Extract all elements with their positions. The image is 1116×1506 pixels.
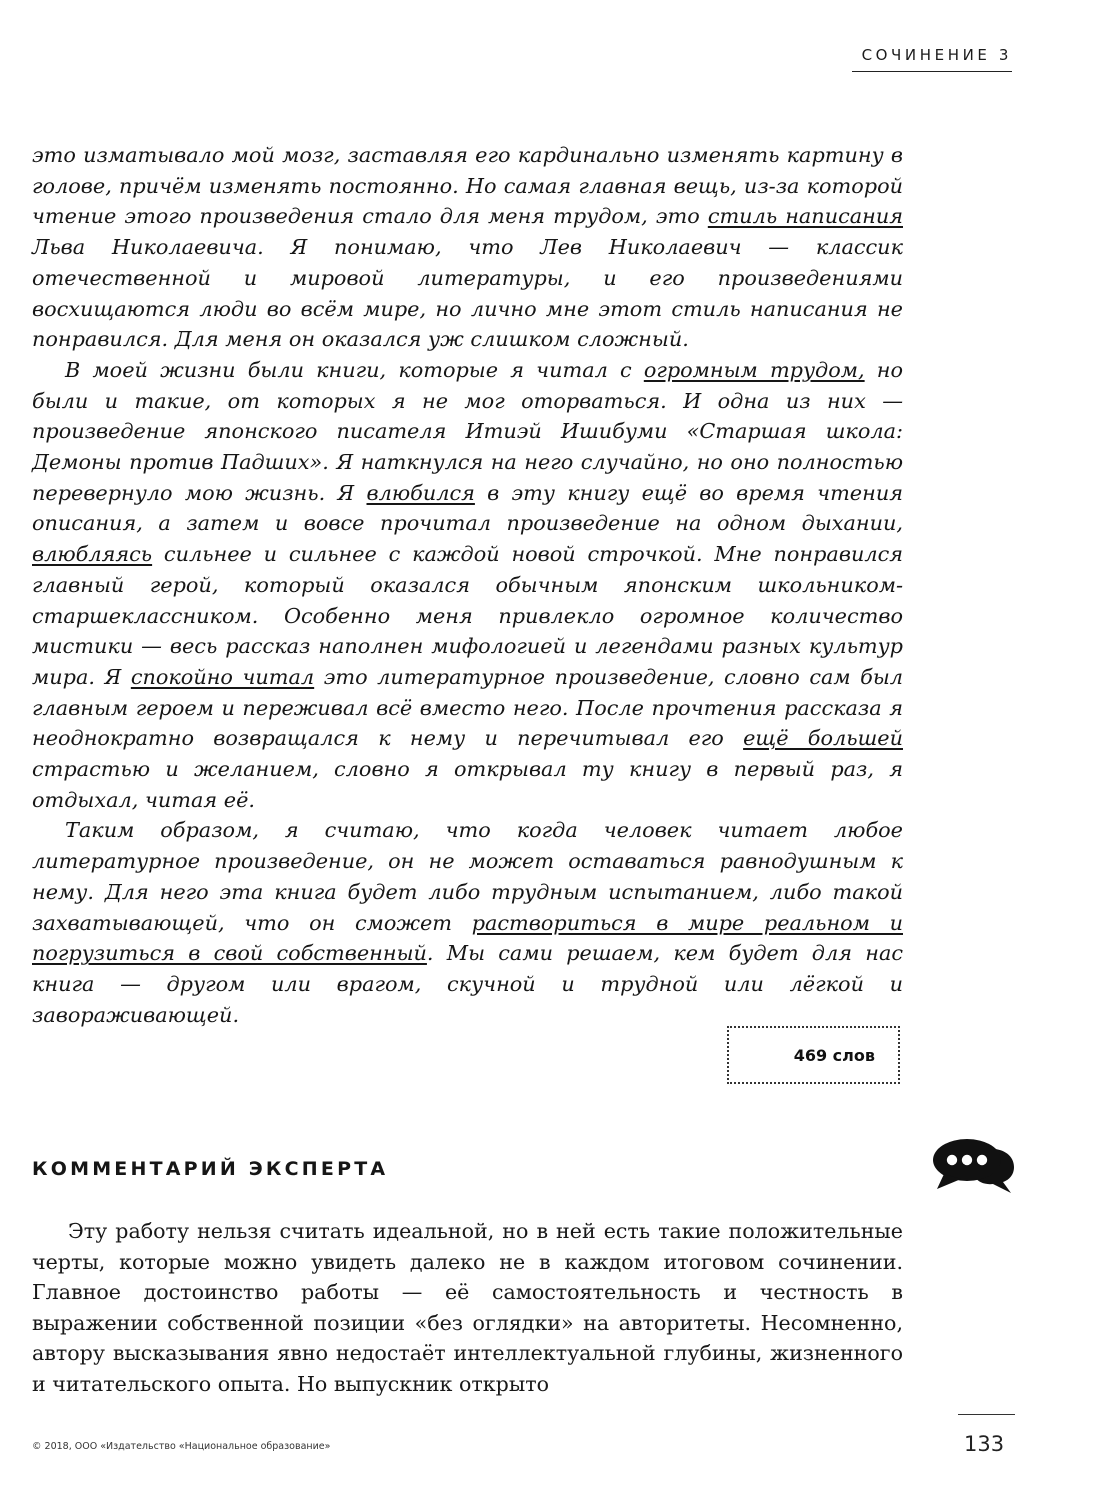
essay-text bbox=[32, 140, 903, 1030]
text-run: Льва Николаевича. Я понимаю, что Лев Николаевич — классик отечественной и мировой литературы, и его произведениями восхищаются люди во всём мире, но лично мне этот стиль написания не понравился. Для меня он оказался уж слишком сложный. bbox=[32, 235, 903, 352]
essay-paragraph-2 bbox=[32, 355, 903, 816]
text-run: страстью и желанием, словно я открывал ту книгу в первый раз, я отдыхал, читая её. bbox=[32, 757, 903, 812]
copyright-notice: © 2018, ООО «Издательство «Национальное образование» bbox=[32, 1441, 331, 1452]
footer-divider bbox=[958, 1414, 1015, 1415]
underlined-phrase: стиль написания bbox=[707, 204, 903, 229]
running-header: СОЧИНЕНИЕ 3 bbox=[852, 46, 1012, 72]
essay-paragraph-3 bbox=[32, 815, 903, 1030]
underlined-phrase: влюбился bbox=[366, 480, 475, 505]
underlined-phrase: влюбляясь bbox=[32, 542, 153, 567]
page-number: 133 bbox=[964, 1432, 1005, 1456]
text-run: Таким образом, я считаю, что когда человек читает любое литературное произведение, он не может оставаться равнодушным к нему. Для него эта книга будет либо трудным испытанием, либо такой захватывающей, что он сможет bbox=[32, 818, 903, 935]
chat-bubbles-icon bbox=[932, 1134, 1016, 1196]
underlined-phrase: ещё большей bbox=[743, 726, 903, 751]
text-run: но были и такие, от которых я не мог оторваться. И одна из них — произведение японского писателя Итиэй Ишибуми «Старшая школа: Демоны против Падших». Я наткнулся на него случайно, но оно полностью перевернуло мою жизнь. Я bbox=[32, 357, 904, 505]
text-run: В моей жизни были книги, которые я читал с bbox=[65, 357, 644, 382]
expert-comment-text bbox=[32, 1216, 903, 1399]
text-run: в эту книгу ещё во время чтения описания, а затем и вовсе прочитал произведение на одном дыхании, bbox=[32, 480, 903, 536]
expert-comment-heading: КОММЕНТАРИЙ ЭКСПЕРТА bbox=[32, 1158, 389, 1180]
underlined-phrase: раствориться в мире реальном и погрузиться в свой собственный bbox=[32, 910, 903, 966]
underlined-phrase: огромным трудом, bbox=[643, 357, 865, 382]
text-run: . Мы сами решаем, кем будет для нас книга — другом или врагом, скучной и трудной или лёгкой и завораживающей. bbox=[32, 941, 903, 1027]
expert-comment-paragraph: Эту работу нельзя считать идеальной, но в ней есть такие положительные черты, которые можно увидеть далеко не в каждом итоговом сочинении. Главное достоинство работы — её самостоятельность и честность в выражении собственной позиции «без оглядки» на авторитеты. Несомненно, автору высказывания явно недостаёт интеллектуальной глубины, жизненного и читательского опыта. Но выпускник открыто bbox=[32, 1219, 903, 1396]
underlined-phrase: спокойно читал bbox=[130, 664, 315, 689]
text-run: сильнее и сильнее с каждой новой строчкой. Мне понравился главный герой, который оказался обычным японским школьником-старшеклассником. Особенно меня привлекло огромное количество мистики — весь рассказ наполнен мифологией и легендами разных культур мира. Я bbox=[32, 542, 903, 689]
word-count-box bbox=[727, 1026, 900, 1084]
essay-paragraph-1 bbox=[32, 140, 903, 355]
text-run: это литературное произведение, словно сам был главным героем и переживал всё вместо него. После прочтения рассказа я неоднократно возвращался к нему и перечитывал его bbox=[32, 664, 904, 751]
text-run: это изматывало мой мозг, заставляя его кардинально изменять картину в голове, причём изменять постоянно. Но самая главная вещь, из-за которой чтение этого произведения стало для меня трудом, это bbox=[32, 143, 903, 229]
word-count-label: 469 слов bbox=[793, 1045, 875, 1065]
